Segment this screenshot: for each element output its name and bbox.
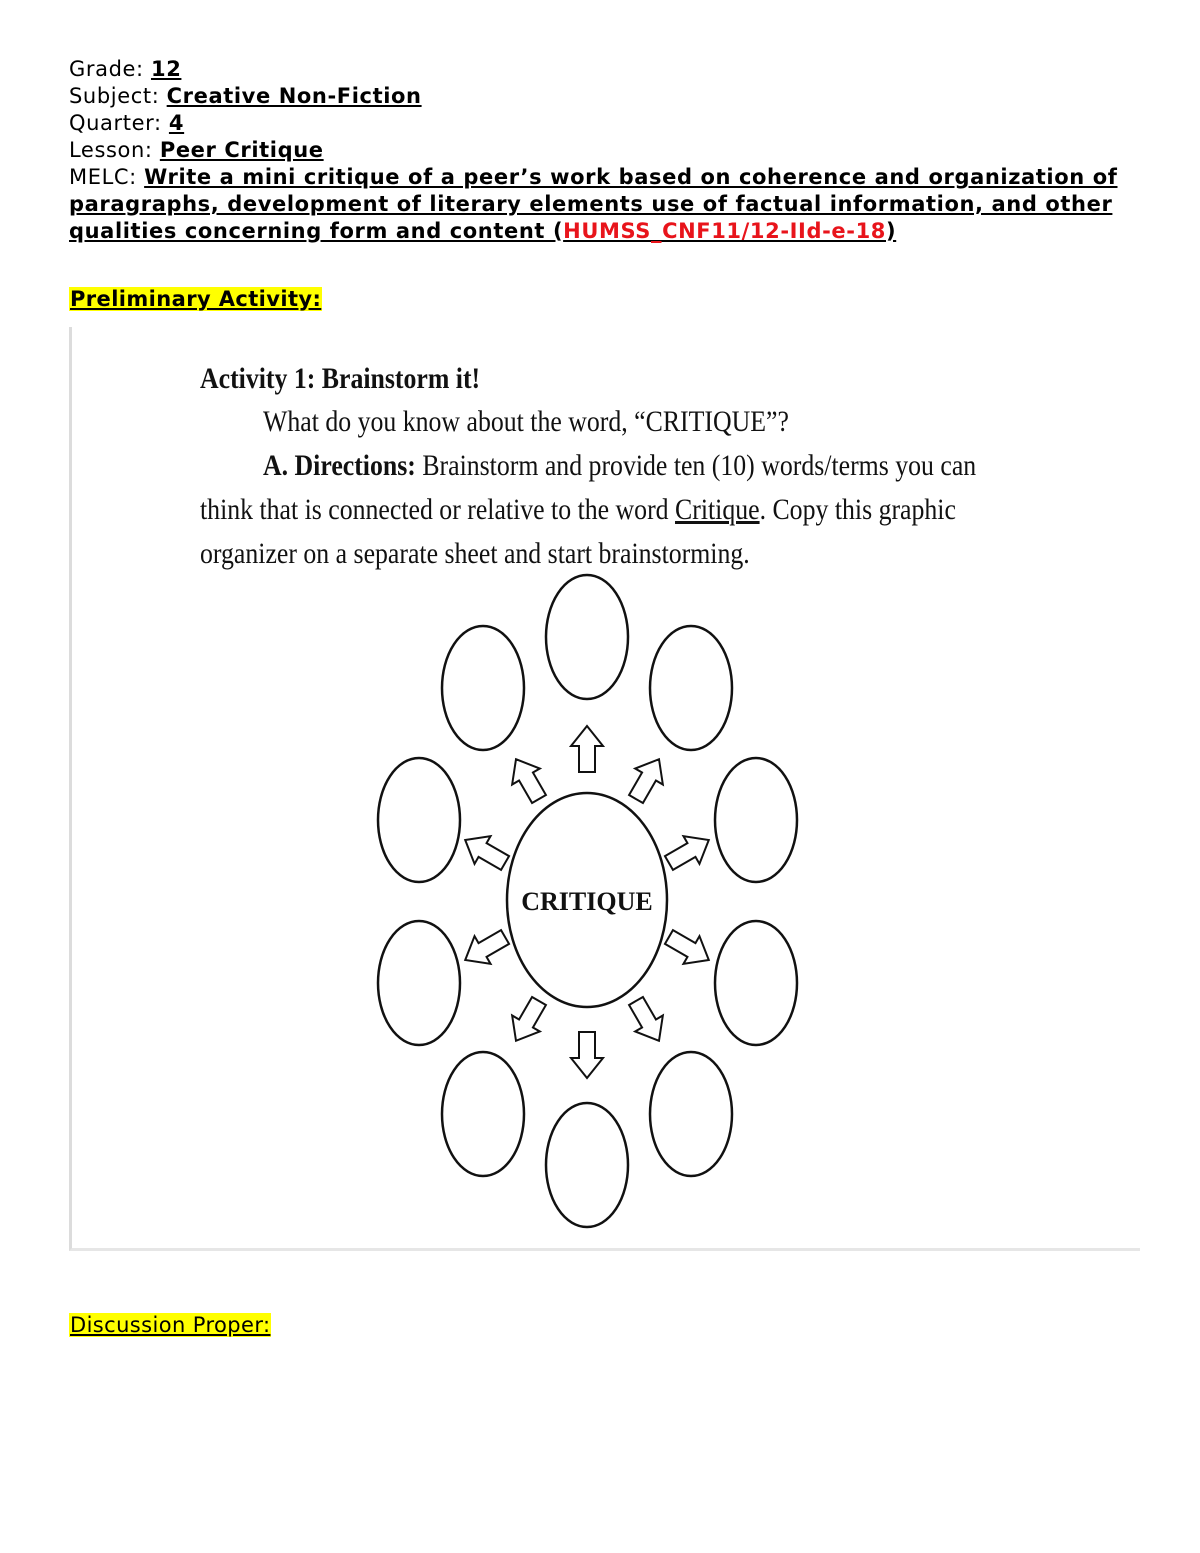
lesson-header [69, 56, 1129, 245]
activity-question: What do you know about the word, “CRITIQUE”? [263, 405, 789, 438]
melc-code: HUMSS_CNF11/12-IId-e-18 [563, 219, 886, 243]
arrow-icon [502, 993, 553, 1049]
quarter-value: 4 [168, 111, 185, 135]
grade-value: 12 [150, 57, 182, 81]
activity-title: Activity 1: Brainstorm it! [200, 362, 481, 395]
grade-row [69, 56, 1129, 83]
brainstorm-bubble [378, 921, 460, 1045]
brainstorm-bubble [650, 1052, 732, 1176]
quarter-row [69, 110, 1129, 137]
brainstorm-bubble [442, 626, 524, 750]
brainstorm-bubble [546, 1103, 628, 1227]
melc-description: Write a mini critique of a peer’s work based on coherence and organization of paragraphs, development of literary elements use of factual information, and other qualities concerning form and content ( [69, 165, 1118, 243]
arrow-icon [661, 923, 717, 974]
brainstorm-bubble [715, 921, 797, 1045]
quarter-label: Quarter: [69, 111, 169, 135]
directions-line2 [200, 493, 956, 527]
arrow-icon [502, 751, 553, 807]
directions-line3: organizer on a separate sheet and start brainstorming. [200, 537, 750, 570]
melc-row [69, 164, 1129, 245]
preliminary-activity-heading: Preliminary Activity: [70, 287, 322, 311]
lesson-value: Peer Critique [159, 138, 324, 162]
arrow-icon [622, 993, 673, 1049]
graphic-organizer [360, 570, 820, 1240]
arrow-icon [457, 923, 513, 974]
subject-row [69, 83, 1129, 110]
brainstorm-bubble [442, 1052, 524, 1176]
brainstorm-bubble [715, 758, 797, 882]
melc-text [69, 165, 1118, 243]
directions-line2-pre: think that is connected or relative to the word [200, 493, 676, 526]
arrow-icon [571, 1032, 603, 1078]
directions-line2-post: . Copy this graphic [759, 493, 956, 526]
subject-label: Subject: [69, 84, 167, 108]
directions-critique-word: Critique [675, 493, 760, 526]
subject-value: Creative Non-Fiction [166, 84, 422, 108]
lesson-row [69, 137, 1129, 164]
discussion-proper-heading: Discussion Proper: [70, 1313, 271, 1337]
melc-label: MELC: [69, 165, 145, 189]
melc-close: ) [886, 219, 897, 243]
brainstorm-bubble [650, 626, 732, 750]
activity-directions [263, 449, 976, 483]
directions-line1: Brainstorm and provide ten (10) words/terms you can [415, 449, 977, 482]
arrow-icon [622, 751, 673, 807]
brainstorm-bubble [546, 575, 628, 699]
lesson-label: Lesson: [69, 138, 160, 162]
arrow-icon [661, 826, 717, 877]
center-label: CRITIQUE [521, 887, 653, 916]
grade-label: Grade: [69, 57, 151, 81]
brainstorm-bubble [378, 758, 460, 882]
arrow-icon [571, 726, 603, 772]
arrow-icon [457, 826, 513, 877]
directions-label: A. Directions: [263, 449, 416, 482]
